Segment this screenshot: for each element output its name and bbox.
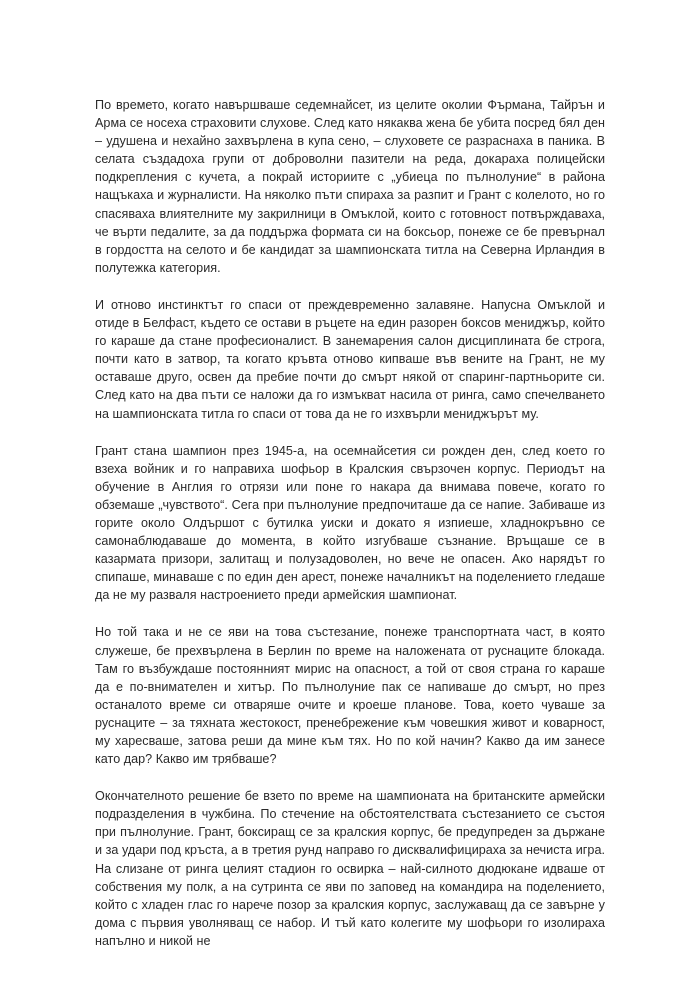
paragraph-1: По времето, когато навършваше седемнайсет, из целите околии Фърмана, Тайрън и Арма се носеха страховити слухове. След като някаква жена бе убита посред бял ден – удушена и нехайно захвърлена в купа сено, – слуховете се разраснаха в паника. В селата създадоха групи от доброволни пазители на реда, докараха полицейски подкрепления с кучета, а покрай историите с „убиеца по пълнолуние“ в района нащъкаха и журналисти. На няколко пъти спираха за разпит и Грант с колелото, но го спасяваха влиятелните му закрилници в Омъклой, които с готовност потвърждаваха, че върти педалите, за да поддържа формата си на боксьор, понеже се бе превърнал в гордостта на селото и бе кандидат за шампионската титла на Северна Ирландия в полутежка категория. [95,98,605,275]
paragraph-5: Окончателното решение бе взето по време на шампионата на британските армейски подразделения в чужбина. По стечение на обстоятелствата състезанието се състоя при пълнолуние. Грант, боксиращ се за кралския корпус, бе предупреден за държане и за удари под кръста, а в третия рунд направо го дисквалифицираха за нечиста игра. На слизане от ринга целият стадион го освирка – най-силното дюдюкане идваше от собствения му полк, а на сутринта се яви по заповед на командира на поделението, който с хладен глас го нарече позор за кралския корпус, заслужаващ да се завърне у дома с първия уволняващ се набор. И тъй като колегите му шофьори го изолираха напълно и никой не [95,789,605,948]
paragraph-2: И отново инстинктът го спаси от преждевременно залавяне. Напусна Омъклой и отиде в Белфаст, където се остави в ръцете на един разорен боксов мениджър, който го караше да стане професионалист. В занемарения салон дисциплината бе строга, почти като в затвор, та когато кръвта отново кипваше във вените на Грант, не му оставаше друго, освен да пребие почти до смърт някой от спаринг-партньорите си. След като на два пъти се наложи да го измъкват насила от ринга, само спечелването на шампионската титла го спаси от това да не го изхвърли мениджърът му. [95,297,605,421]
paragraph-4: Но той така и не се яви на това състезание, понеже транспортната част, в която служеше, бе прехвърлена в Берлин по време на наложената от руснаците блокада. Там го възбуждаше постоянният мирис на опасност, а той от своя страна го караше да е по-внимателен и хитър. По пълнолуние пак се напиваше до смърт, но през останалото време си отваряше очите и кроеше планове. Това, което чуваше за руснаците – за тяхната жестокост, пренебрежение към човешкия живот и коварност, му харесваше, затова реши да мине към тях. Но по кой начин? Какво да им занесе като дар? Какво им трябваше? [95,625,605,767]
paragraph-3: Грант стана шампион през 1945-а, на осемнайсетия си рожден ден, след което го взеха войник и го направиха шофьор в Кралския свързочен корпус. Периодът на обучение в Англия го отрязи или поне го накара да внимава повече, когато го обземаше „чувството“. Сега при пълнолуние предпочиташе да се напие. Забиваше из горите около Олдършот с бутилка уиски и докато я изпиеше, хладнокръвно се самонаблюдаваше до момента, в който изгубваше съзнание. Връщаше се в казармата призори, залитащ и полузадоволен, но вече не опасен. Ако нарядът го спипаше, минаваше с по един ден арест, понеже началникът на поделението гледаше да не му разваля настроението преди армейския шампионат. [95,443,605,603]
text-column [95,96,605,969]
